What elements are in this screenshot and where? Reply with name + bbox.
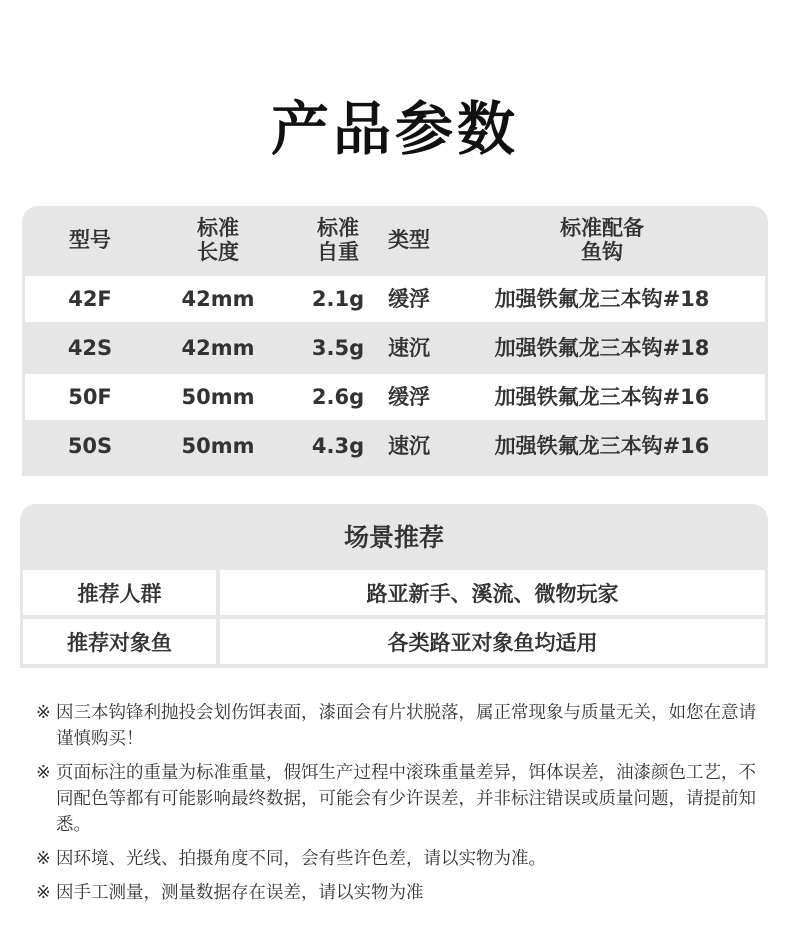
note-item (36, 846, 766, 872)
spec-table (22, 206, 768, 476)
header-hook (462, 206, 742, 274)
notes (36, 700, 766, 914)
table-row (25, 374, 765, 420)
cell-hook: 加强铁氟龙三本钩#18 (494, 336, 710, 360)
scene-table-title: 场景推荐 (343, 523, 444, 552)
page-title: 产品参数 (270, 95, 519, 163)
note-mark: ※ (36, 849, 51, 869)
spec-table-header (22, 206, 768, 274)
cell-weight: 2.1g (311, 287, 365, 311)
cell-weight: 2.6g (311, 385, 365, 409)
note-text: 因环境、光线、拍摄角度不同，会有些许色差，请以实物为准。 (56, 849, 546, 869)
table-row (25, 276, 765, 322)
note-text: 页面标注的重量为标准重量，假饵生产过程中滚珠重量差异，饵体误差，油漆颜色工艺，不同配色等都有可能影响最终数据，可能会有少许误差，并非标注错误或质量问题，请提前知悉。 (56, 763, 756, 835)
cell-type: 缓浮 (388, 385, 430, 409)
table-row (23, 619, 765, 664)
cell-model: 50F (68, 385, 112, 409)
note-text: 因三本钩锋利抛投会划伤饵表面，漆面会有片状脱落，属正常现象与质量无关，如您在意请谨慎购买！ (56, 703, 756, 749)
cell-length: 42mm (181, 287, 255, 311)
scene-label: 推荐人群 (23, 570, 216, 615)
header-hook-text: 标准配备 鱼钩 (560, 216, 644, 264)
table-row (23, 570, 765, 615)
cell-hook: 加强铁氟龙三本钩#16 (494, 385, 710, 409)
cell-weight: 3.5g (311, 336, 365, 360)
cell-length: 50mm (181, 385, 255, 409)
note-text: 因手工测量，测量数据存在误差，请以实物为准 (56, 883, 424, 903)
scene-label: 推荐对象鱼 (23, 619, 216, 664)
cell-type: 缓浮 (388, 287, 430, 311)
scene-value: 各类路亚对象鱼均适用 (220, 619, 765, 664)
cell-type: 速沉 (388, 336, 430, 360)
cell-model: 50S (67, 434, 113, 458)
note-mark: ※ (36, 703, 51, 723)
cell-model: 42F (68, 287, 112, 311)
scene-table (20, 504, 768, 668)
note-mark: ※ (36, 883, 51, 903)
header-type: 类型 (388, 228, 430, 252)
note-item (36, 880, 766, 906)
cell-type: 速沉 (388, 434, 430, 458)
cell-hook: 加强铁氟龙三本钩#16 (494, 434, 710, 458)
scene-value: 路亚新手、溪流、微物玩家 (220, 570, 765, 615)
table-row (22, 423, 768, 469)
header-model: 型号 (69, 228, 111, 252)
cell-model: 42S (67, 336, 113, 360)
cell-weight: 4.3g (311, 434, 365, 458)
note-mark: ※ (36, 763, 51, 783)
header-weight-text: 标准 自重 (317, 216, 359, 264)
cell-hook: 加强铁氟龙三本钩#18 (494, 287, 710, 311)
cell-length: 42mm (181, 336, 255, 360)
note-item (36, 760, 766, 838)
note-item (36, 700, 766, 752)
header-length-text: 标准 长度 (197, 216, 239, 264)
table-row (22, 325, 768, 371)
header-length (148, 206, 288, 274)
cell-length: 50mm (181, 434, 255, 458)
